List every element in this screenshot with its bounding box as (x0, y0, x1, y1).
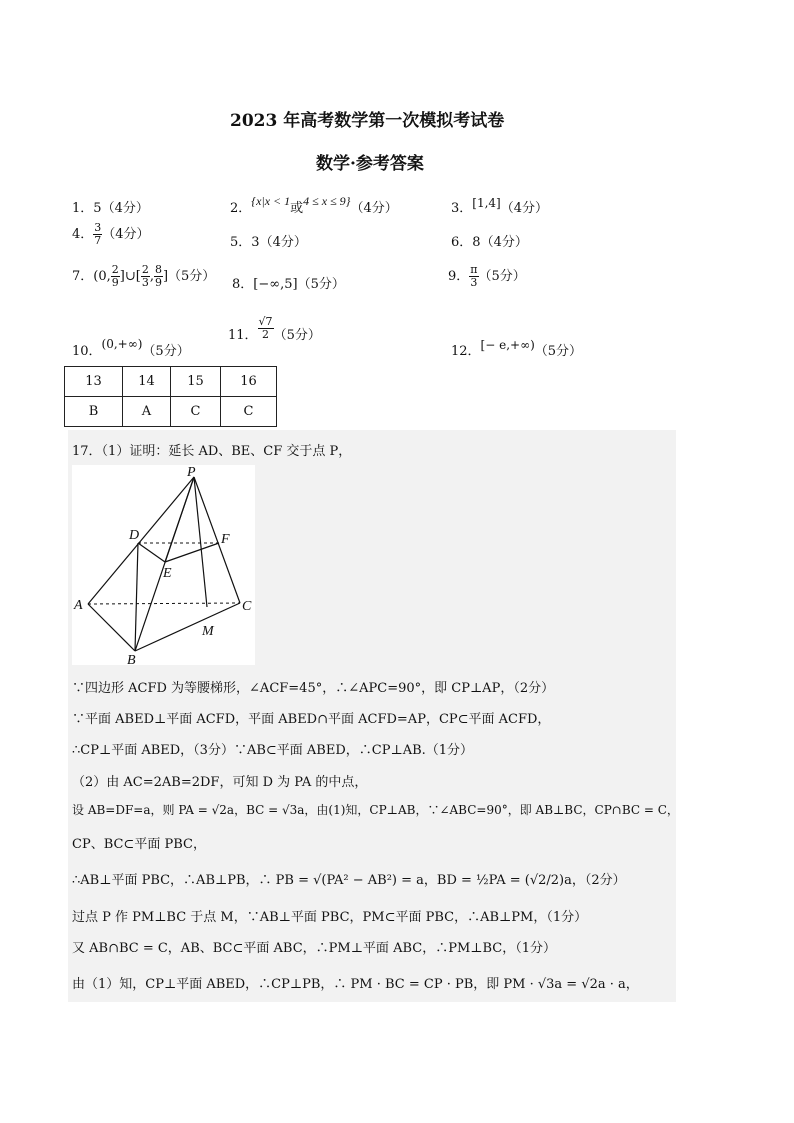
answer-1 (72, 197, 149, 216)
score: （4分） (102, 227, 150, 242)
fraction (154, 264, 163, 289)
table-cell: C (221, 397, 277, 427)
edge-PA (88, 477, 194, 604)
edge-PE (165, 477, 194, 562)
solution-line: 过点 P 作 PM⊥BC 于点 M，∵AB⊥平面 PBC，PM⊂平面 PBC，∴AB⊥PM，（1分） (72, 910, 588, 925)
solution-line: ∵四边形 ACFD 为等腰梯形，∠ACF=45°，∴∠APC=90°，即 CP⊥AP，（2分） (72, 681, 555, 696)
label-A: A (74, 598, 83, 613)
interval-comma: , (149, 269, 154, 284)
score: （4分） (259, 235, 307, 250)
answer-8 (232, 273, 345, 292)
answer-10 (72, 333, 190, 359)
label-M: M (202, 624, 214, 639)
question-number: 8． (232, 277, 254, 292)
figure-lines (88, 477, 240, 651)
question-number: 11． (228, 328, 258, 343)
label-C: C (242, 599, 252, 614)
answer-4 (72, 222, 150, 247)
table-cell: A (123, 397, 171, 427)
label-F: F (221, 532, 230, 547)
fraction (469, 264, 478, 289)
answer-12 (451, 334, 583, 359)
fraction (258, 316, 274, 341)
solution-line: 设 AB=DF=a，则 PA = √2a，BC = √3a，由(1)知，CP⊥AB，∵∠ABC=90°，即 AB⊥BC，CP∩BC = C， (72, 803, 679, 817)
answer-value: 5 (93, 201, 102, 216)
solution-line: 17．（1）证明：延长 AD、BE、CF 交于点 P， (72, 444, 352, 459)
score: （4分） (480, 235, 528, 250)
question-number: 2． (230, 201, 252, 216)
answer-value: [1,4] (472, 196, 501, 210)
answer-value-a: {x|x < 1 (251, 194, 291, 208)
solution-line: ∵平面 ABED⊥平面 ACFD，平面 ABED∩平面 ACFD=AP，CP⊂平面 ACFD， (72, 712, 551, 727)
edge-DB (135, 543, 138, 651)
score: （4分） (101, 201, 149, 216)
score: （5分） (534, 344, 583, 359)
answer-6 (451, 231, 528, 250)
fraction (141, 264, 150, 289)
solution-line: CP、BC⊂平面 PBC， (72, 837, 206, 852)
question-number: 5． (230, 235, 252, 250)
interval-union: ]∪[ (119, 269, 141, 284)
edge-BC (135, 603, 240, 651)
table-header-cell: 15 (171, 367, 221, 397)
score: （4分） (350, 201, 398, 216)
table-cell: B (65, 397, 123, 427)
question-number: 3． (451, 201, 473, 216)
label-D: D (129, 528, 140, 543)
solution-line: ∴CP⊥平面 ABED，（3分）∵AB⊂平面 ABED，∴CP⊥AB.（1分） (72, 743, 474, 758)
figure-drawing (72, 465, 255, 665)
answer-3 (451, 192, 549, 216)
answer-value: (0,+∞) (101, 337, 143, 351)
interval-open: (0, (93, 269, 111, 284)
numerator: 2 (141, 263, 149, 276)
solution-line: ∴AB⊥平面 PBC，∴AB⊥PB，∴ PB = √(PA² − AB²) = a，BD = ½PA = (√2/2)a，（2分） (72, 873, 626, 888)
question-number: 10． (72, 344, 102, 359)
answer-value: [− e,+∞) (480, 338, 535, 352)
denominator: 9 (154, 276, 162, 289)
denominator: 2 (262, 328, 270, 341)
geometry-figure (72, 465, 255, 665)
answer-value: 8 (472, 235, 481, 250)
denominator: 9 (111, 276, 119, 289)
answer-value: 3 (251, 235, 260, 250)
solution-line: 又 AB∩BC = C，AB、BC⊂平面 ABC，∴PM⊥平面 ABC，∴PM⊥BC，（1分） (72, 941, 556, 956)
score: （4分） (500, 201, 549, 216)
answer-11 (228, 316, 321, 341)
numerator: √7 (258, 315, 273, 328)
edge-DE (138, 543, 165, 562)
table-row (65, 367, 277, 397)
numerator: 3 (94, 221, 102, 234)
score: （5分） (168, 269, 216, 284)
table-header-cell: 14 (123, 367, 171, 397)
score: （5分） (273, 328, 321, 343)
question-number: 1． (72, 201, 94, 216)
score: （5分） (297, 277, 345, 292)
question-number: 4． (72, 227, 94, 242)
table-row (65, 397, 277, 427)
page-subtitle: 数学·参考答案 (316, 154, 424, 174)
edge-AC-hidden (88, 603, 240, 604)
question-number: 6． (451, 235, 473, 250)
choice-answer-table (64, 366, 277, 427)
denominator: 7 (94, 234, 102, 247)
answer-value: [−∞,5] (253, 277, 298, 292)
fraction (111, 264, 120, 289)
page-title: 2023 年高考数学第一次模拟考试卷 (230, 111, 505, 131)
vertex-labels (73, 465, 252, 665)
fraction (93, 222, 102, 247)
label-E: E (163, 566, 172, 581)
solution-line: 由（1）知，CP⊥平面 ABED，∴CP⊥PB，∴ PM · BC = CP · PB，即 PM · √3a = √2a · a， (72, 977, 639, 992)
table-cell: C (171, 397, 221, 427)
table-header-cell: 13 (65, 367, 123, 397)
numerator: 8 (154, 263, 162, 276)
numerator: π (470, 263, 478, 276)
answer-2 (230, 190, 398, 216)
denominator: 3 (141, 276, 149, 289)
table-header-cell: 16 (221, 367, 277, 397)
solution-line: （2）由 AC=2AB=2DF，可知 D 为 PA 的中点， (72, 775, 368, 790)
question-number: 12． (451, 344, 481, 359)
question-number: 9． (448, 269, 470, 284)
score: （5分） (478, 269, 526, 284)
label-B: B (127, 653, 136, 665)
edge-AB (88, 604, 135, 651)
score: （5分） (142, 344, 190, 359)
edge-EF (165, 543, 219, 562)
denominator: 3 (470, 276, 478, 289)
answer-5 (230, 231, 307, 250)
answer-or: 或 (290, 201, 304, 216)
interval-close: ] (162, 269, 169, 284)
label-P: P (187, 465, 196, 480)
answer-9 (448, 264, 526, 289)
answer-7 (72, 264, 215, 289)
question-number: 7． (72, 269, 94, 284)
answer-value-b: 4 ≤ x ≤ 9} (303, 194, 351, 208)
numerator: 2 (111, 263, 119, 276)
